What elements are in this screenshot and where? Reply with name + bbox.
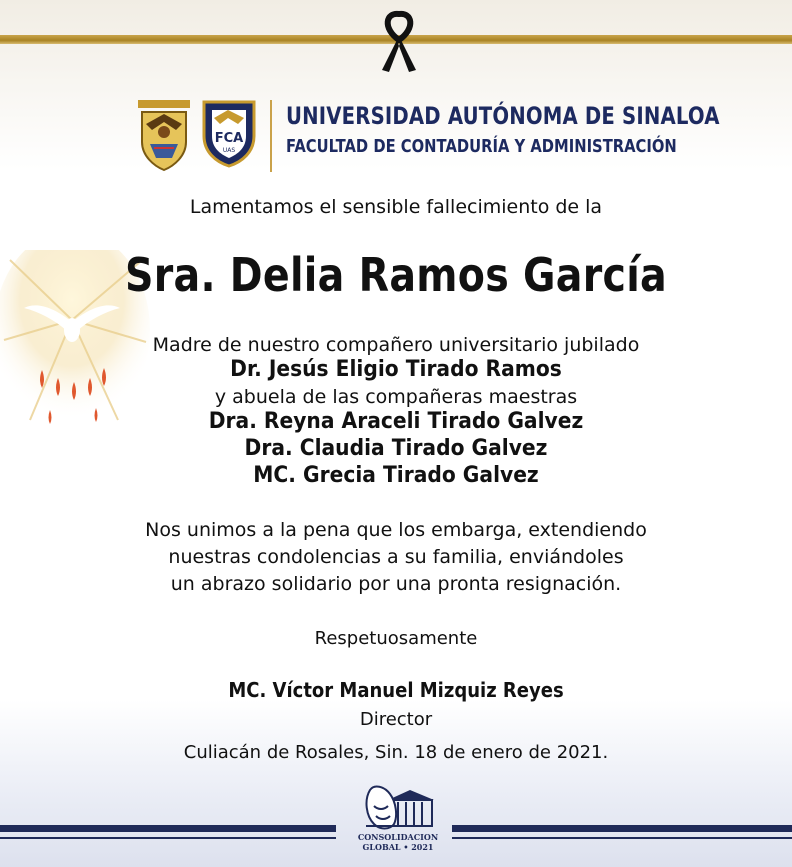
message-line: Nos unimos a la pena que los embarga, extendiendo [145, 519, 647, 541]
son-name: Dr. Jesús Eligio Tirado Ramos [230, 357, 562, 382]
footer-thin-line-right [452, 837, 792, 839]
uas-emblem-icon [134, 96, 194, 172]
faculty-name: FACULTAD DE CONTADURÍA Y ADMINISTRACIÓN [286, 136, 677, 157]
fca-emblem-icon [198, 96, 260, 168]
closing-text: Respetuosamente [314, 628, 478, 649]
message-line: un abrazo solidario por una pronta resignación. [170, 573, 622, 595]
place-date: Culiacán de Rosales, Sin. 18 de enero de 2021. [183, 742, 609, 763]
footer-logo-line-2: GLOBAL • 2021 [362, 842, 434, 852]
message-line: nuestras condolencias a su familia, enviándoles [168, 546, 624, 568]
granddaughter-name: MC. Grecia Tirado Galvez [253, 463, 539, 488]
fca-logo-sub: UAS [222, 147, 236, 154]
institution-header [130, 92, 720, 176]
intro-text: Lamentamos el sensible fallecimiento de la [189, 196, 603, 218]
relation-line-1: Madre de nuestro compañero universitario jubilado [152, 334, 640, 356]
footer-band-left [0, 825, 336, 832]
fca-logo-text: FCA [214, 131, 244, 146]
relation-line-2: y abuela de las compañeras maestras [214, 386, 578, 408]
granddaughter-name: Dra. Reyna Araceli Tirado Galvez [208, 409, 584, 434]
mourning-ribbon-icon [372, 10, 426, 74]
footer-band-right [452, 825, 792, 832]
signer-name: MC. Víctor Manuel Mizquiz Reyes [228, 678, 564, 702]
deceased-name: Sra. Delia Ramos García [125, 248, 667, 302]
header-divider [270, 100, 272, 172]
signer-title: Director [359, 709, 433, 730]
university-name: UNIVERSIDAD AUTÓNOMA DE SINALOA [286, 102, 720, 130]
footer-thin-line-left [0, 837, 336, 839]
granddaughter-name: Dra. Claudia Tirado Galvez [244, 436, 548, 461]
footer-logo-line-1: CONSOLIDACION [357, 832, 439, 842]
